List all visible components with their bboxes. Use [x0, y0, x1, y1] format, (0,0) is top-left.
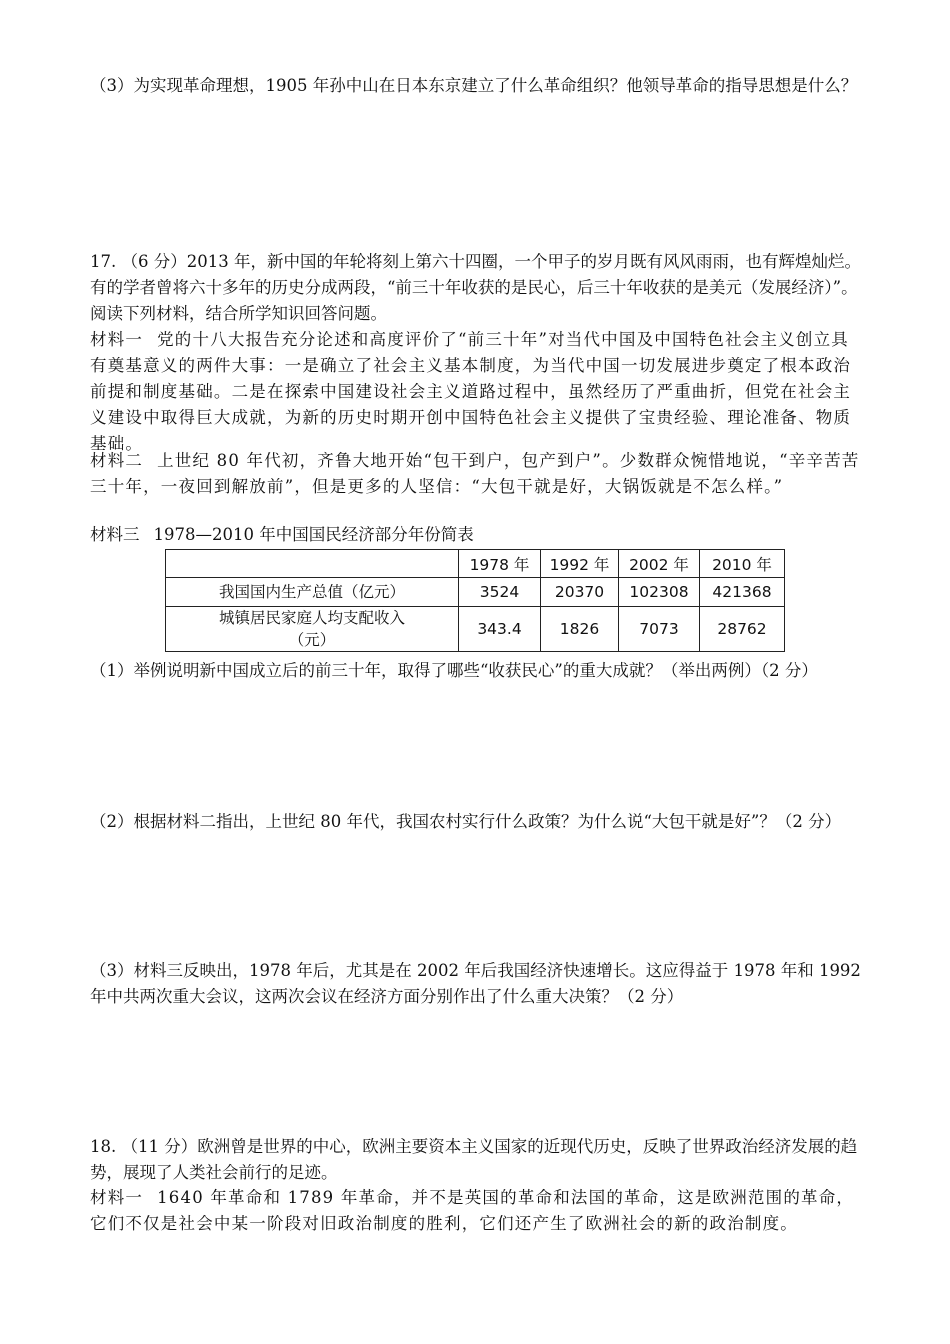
q17-material-2-text: 上世纪 80 年代初，齐鲁大地开始“包干到户，包产到户”。少数群众惋惜地说，“辛辛苦苦三十年，一夜回到解放前”，但是更多的人坚信：“大包干就是好，大锅饭就是不怎么样。” — [90, 451, 860, 496]
table-year-header: 2010 年 — [700, 550, 785, 578]
q17-material-2 — [90, 448, 865, 500]
question-18-intro: 18. （11 分）欧洲曾是世界的中心，欧洲主要资本主义国家的近现代历史，反映了世界政治经济发展的趋势，展现了人类社会前行的足迹。 — [90, 1137, 858, 1182]
question-17-intro: 17. （6 分）2013 年，新中国的年轮将刻上第六十四圈，一个甲子的岁月既有风风雨雨，也有辉煌灿烂。有的学者曾将六十多年的历史分成两段，“前三十年收获的是民心，后三十年收获的是美元（发展经济）”。阅读下列材料，结合所学知识回答问题。 — [90, 252, 861, 323]
q17-material-2-label: 材料二 — [90, 451, 144, 470]
q17-material-3-title: 1978—2010 年中国国民经济部分年份简表 — [153, 525, 474, 544]
table-cell: 102308 — [619, 578, 700, 607]
table-year-header: 2002 年 — [619, 550, 700, 578]
table-cell: 3524 — [459, 578, 541, 607]
economy-table — [165, 549, 785, 652]
question-17-part-3: （3）材料三反映出，1978 年后，尤其是在 2002 年后我国经济快速增长。这应得益于 1978 年和 1992 年中共两次重大会议，这两次会议在经济方面分别作出了什么重大决策？（2 分） — [90, 961, 861, 1006]
q18-material-1-label: 材料一 — [90, 1188, 144, 1207]
q17-material-1-label: 材料一 — [90, 330, 144, 349]
table-row-label — [166, 607, 459, 652]
table-cell: 1826 — [541, 607, 619, 652]
q17-material-3-label: 材料三 — [90, 525, 140, 544]
table-header-row — [166, 550, 785, 578]
q17-material-1-text: 党的十八大报告充分论述和高度评价了“前三十年”对当代中国及中国特色社会主义创立具有奠基意义的两件大事：一是确立了社会主义基本制度，为当代中国一切发展进步奠定了根本政治前提和制度基础。二是在探索中国建设社会主义道路过程中，虽然经历了严重曲折，但党在社会主义建设中取得巨大成就，为新的历史时期开创中国特色社会主义提供了宝贵经验、理论准备、物质基础。 — [90, 330, 852, 453]
table-year-header: 1992 年 — [541, 550, 619, 578]
table-cell: 7073 — [619, 607, 700, 652]
table-row-label-line2: （元） — [288, 631, 336, 649]
table-row-label-line1: 城镇居民家庭人均支配收入 — [218, 609, 405, 627]
table-cell: 20370 — [541, 578, 619, 607]
table-cell: 421368 — [700, 578, 785, 607]
question-17-part-2: （2）根据材料二指出，上世纪 80 年代，我国农村实行什么政策？为什么说“大包干就是好”？（2 分） — [90, 812, 842, 831]
table-row-label: 我国国内生产总值（亿元） — [166, 578, 459, 607]
q18-material-1-text: 1640 年革命和 1789 年革命，并不是英国的革命和法国的革命，这是欧洲范围的革命，它们不仅是社会中某一阶段对旧政治制度的胜利，它们还产生了欧洲社会的新的政治制度。 — [90, 1188, 855, 1233]
q18-material-1 — [90, 1185, 865, 1237]
table-year-header: 1978 年 — [459, 550, 541, 578]
q17-material-3 — [90, 522, 865, 548]
table-corner-cell — [166, 550, 459, 578]
table-row-income — [166, 607, 785, 652]
table-row-gdp — [166, 578, 785, 607]
table-cell: 28762 — [700, 607, 785, 652]
question-17-part-1: （1）举例说明新中国成立后的前三十年，取得了哪些“收获民心”的重大成就？（举出两例）（2 分） — [90, 661, 818, 680]
q17-material-1 — [90, 327, 865, 457]
question-16-part-3: （3）为实现革命理想，1905 年孙中山在日本东京建立了什么革命组织？他领导革命的指导思想是什么？ — [90, 76, 858, 95]
table-cell: 343.4 — [459, 607, 541, 652]
